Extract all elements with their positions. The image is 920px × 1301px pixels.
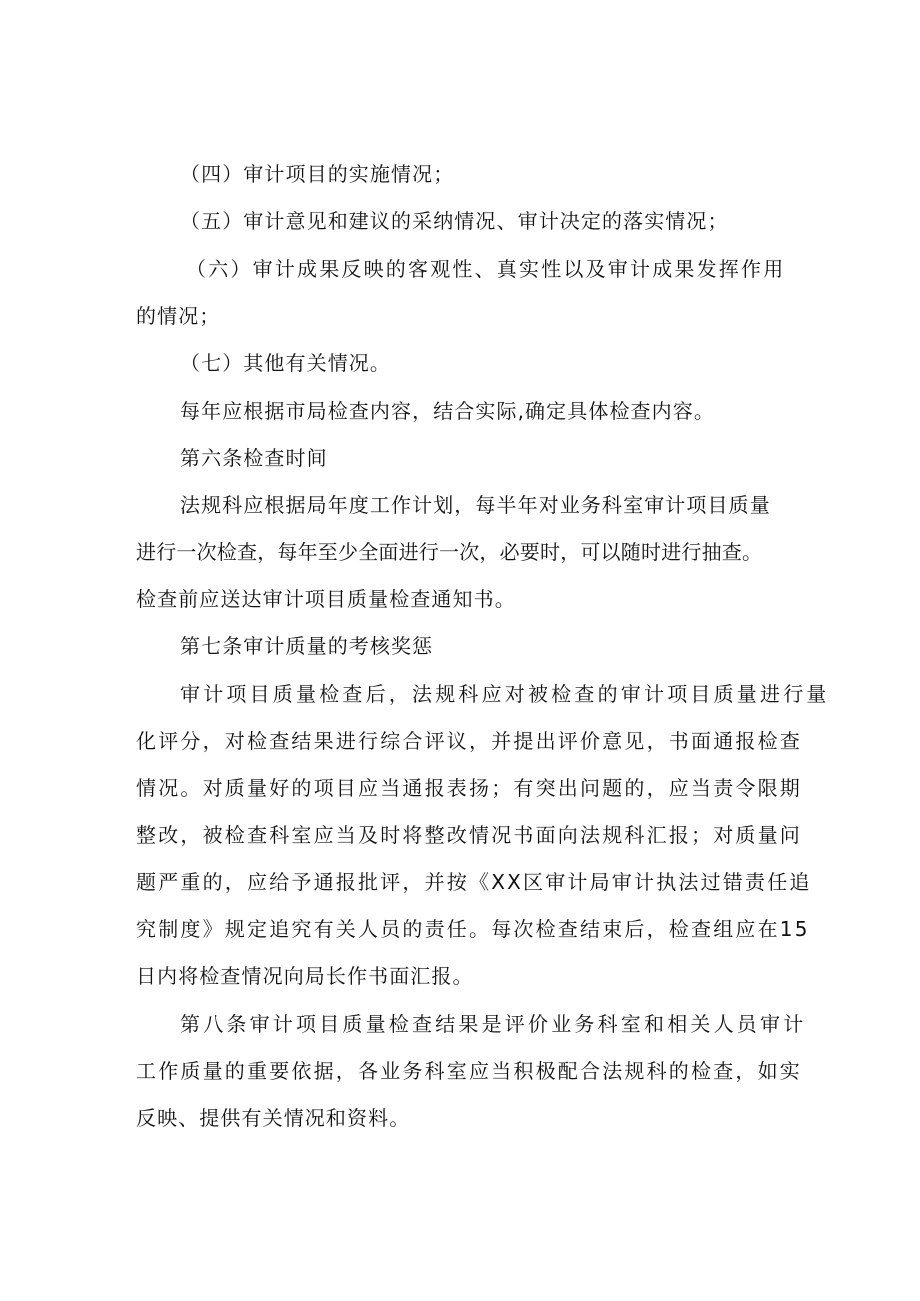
text-line: 题严重的，应给予通报批评，并按《XX区审计局审计执法过错责任追	[136, 870, 812, 894]
text-line: （四）审计项目的实施情况；	[180, 162, 455, 186]
section-heading: 第六条检查时间	[180, 446, 328, 470]
text-line: 化评分，对检查结果进行综合评议，并提出评价意见，书面通报检查	[136, 729, 802, 753]
text-line: （五）审计意见和建议的采纳情况、审计决定的落实情况；	[180, 209, 729, 233]
text-line: 反映、提供有关情况和资料。	[136, 1106, 411, 1130]
text-line: 情况。对质量好的项目应当通报表扬；有突出问题的，应当责令限期	[136, 776, 802, 800]
text-line: 的情况；	[136, 304, 221, 328]
text-line: （六）审计成果反映的客观性、真实性以及审计成果发挥作用	[186, 257, 786, 281]
text-line: 检查前应送达审计项目质量检查通知书。	[136, 587, 516, 611]
section-heading: 第七条审计质量的考核奖惩	[180, 634, 434, 658]
text-line: 日内将检查情况向局长作书面汇报。	[136, 964, 474, 988]
text-line: 进行一次检查，每年至少全面进行一次，必要时，可以随时进行抽查。	[136, 540, 763, 564]
text-line: 审计项目质量检查后，法规科应对被检查的审计项目质量进行量	[180, 682, 830, 706]
text-line: 第八条审计项目质量检查结果是评价业务科室和相关人员审计	[180, 1012, 807, 1036]
text-line: （七）其他有关情况。	[180, 351, 391, 375]
text-line: 整改，被检查科室应当及时将整改情况书面向法规科汇报；对质量问	[136, 823, 802, 847]
text-line: 工作质量的重要依据，各业务科室应当积极配合法规科的检查，如实	[136, 1059, 802, 1083]
text-line: 究制度》规定追究有关人员的责任。每次检查结束后，检查组应在15	[136, 917, 810, 941]
text-line: 法规科应根据局年度工作计划，每半年对业务科室审计项目质量	[180, 493, 771, 517]
text-line: 每年应根据市局检查内容，结合实际,确定具体检查内容。	[180, 399, 715, 423]
